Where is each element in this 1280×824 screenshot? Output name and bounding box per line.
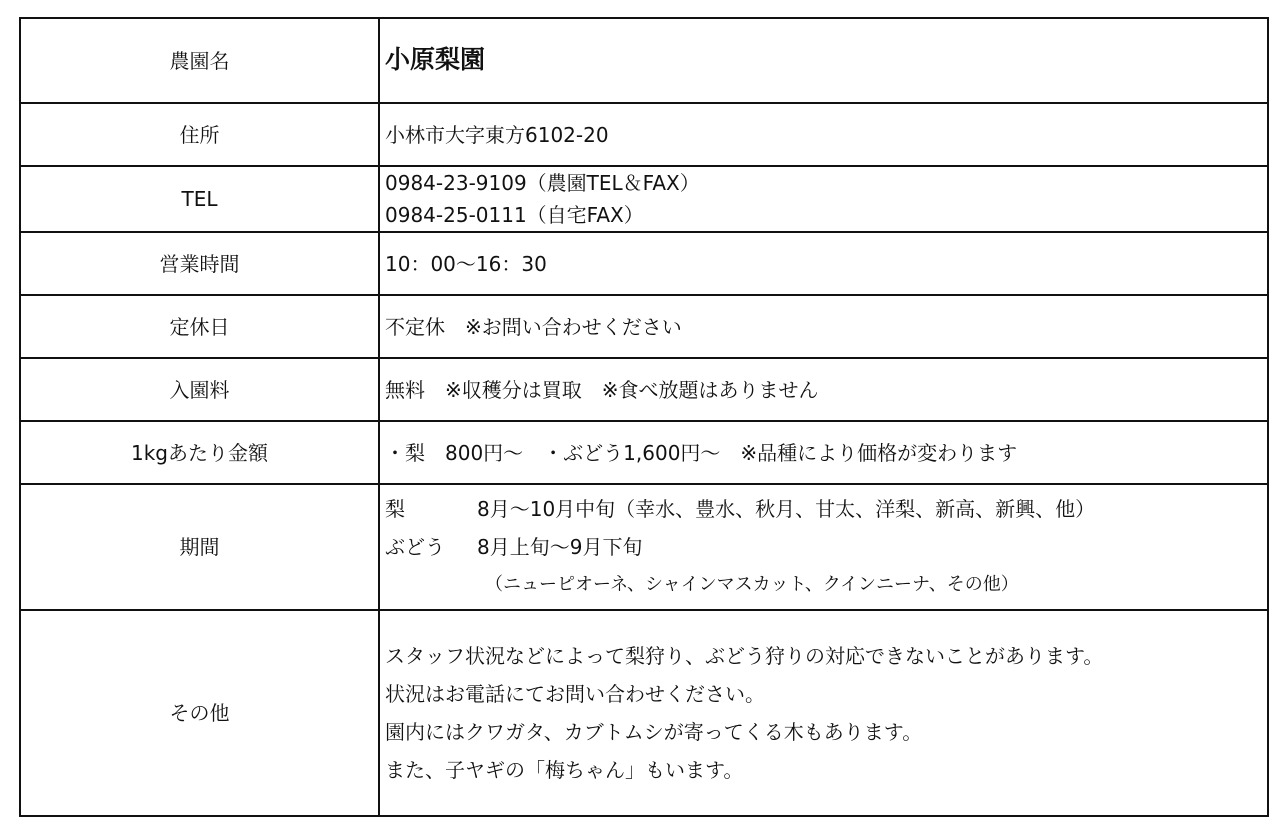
- farm-name-label: 農園名: [20, 18, 379, 103]
- other-value: [379, 610, 1268, 816]
- period-grape-name: ぶどう: [385, 535, 445, 559]
- farm-info-table: [19, 17, 1269, 817]
- row-farm-name: [20, 18, 1268, 103]
- period-value: [379, 484, 1268, 610]
- tel-line-home: 0984-25-0111（自宅FAX）: [385, 203, 644, 227]
- holiday-label: 定休日: [20, 295, 379, 358]
- price-label: 1kgあたり金額: [20, 421, 379, 484]
- farm-name-text: 小原梨園: [385, 45, 486, 75]
- hours-value: 10：00～16：30: [379, 232, 1268, 295]
- other-line-4: また、子ヤギの「梅ちゃん」もいます。: [385, 758, 744, 782]
- row-price: [20, 421, 1268, 484]
- hours-label: 営業時間: [20, 232, 379, 295]
- row-holiday: [20, 295, 1268, 358]
- row-hours: [20, 232, 1268, 295]
- other-label: その他: [20, 610, 379, 816]
- period-pear-line: [385, 490, 1267, 528]
- period-grape-line: [385, 528, 1267, 566]
- tel-line-farm: 0984-23-9109（農園TEL＆FAX）: [385, 171, 700, 195]
- address-label: 住所: [20, 103, 379, 166]
- holiday-value: 不定休 ※お問い合わせください: [379, 295, 1268, 358]
- tel-value: [379, 166, 1268, 232]
- period-pear-name: 梨: [385, 497, 405, 521]
- period-grape-varieties: （ニューピオーネ、シャインマスカット、クインニーナ、その他）: [485, 574, 1019, 595]
- row-tel: [20, 166, 1268, 232]
- address-value: 小林市大字東方6102-20: [379, 103, 1268, 166]
- admission-label: 入園料: [20, 358, 379, 421]
- other-line-1: スタッフ状況などによって梨狩り、ぶどう狩りの対応できないことがあります。: [385, 644, 1104, 668]
- row-admission: [20, 358, 1268, 421]
- period-pear-value: 8月～10月中旬（幸水、豊水、秋月、甘太、洋梨、新高、新興、他）: [477, 497, 1096, 521]
- row-address: [20, 103, 1268, 166]
- price-value: ・梨 800円～ ・ぶどう1,600円～ ※品種により価格が変わります: [379, 421, 1268, 484]
- farm-name-value: [379, 18, 1268, 103]
- other-line-2: 状況はお電話にてお問い合わせください。: [385, 682, 765, 706]
- period-label: 期間: [20, 484, 379, 610]
- row-other: [20, 610, 1268, 816]
- row-period: [20, 484, 1268, 610]
- tel-label: TEL: [20, 166, 379, 232]
- period-grape-value: 8月上旬～9月下旬: [477, 535, 643, 559]
- admission-value: 無料 ※収穫分は買取 ※食べ放題はありません: [379, 358, 1268, 421]
- other-line-3: 園内にはクワガタ、カブトムシが寄ってくる木もあります。: [385, 720, 923, 744]
